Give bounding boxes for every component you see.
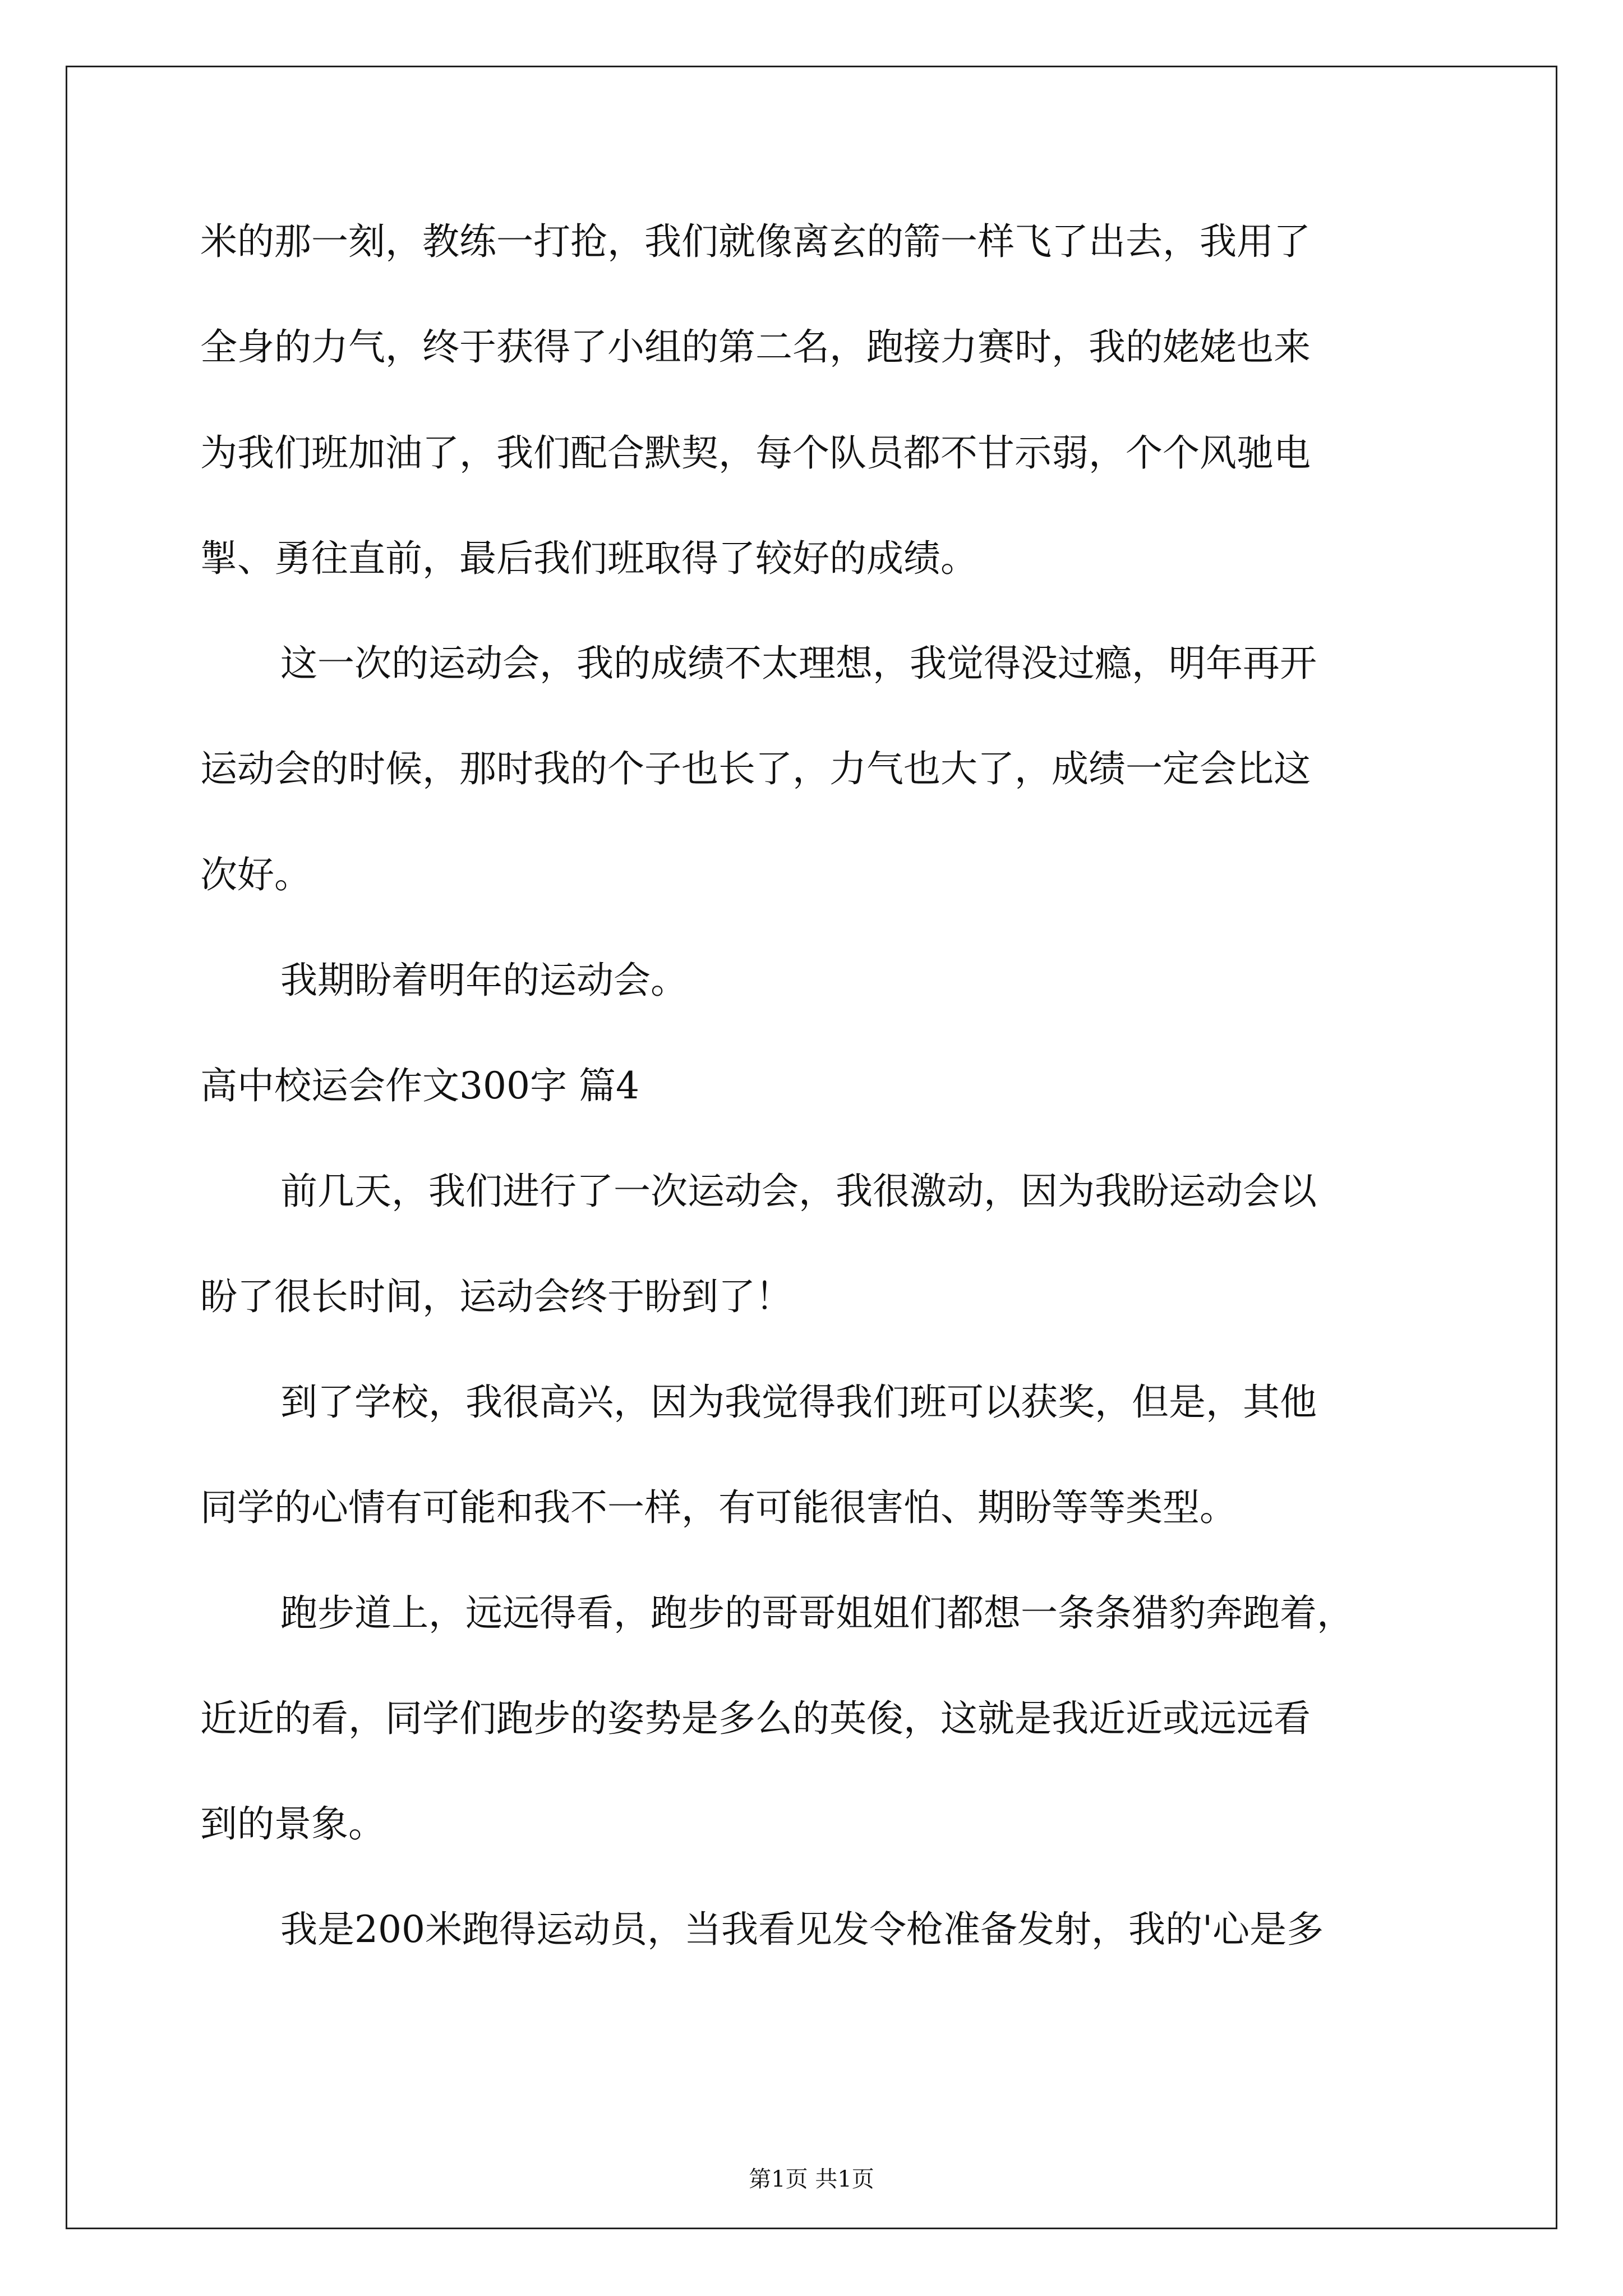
text-line-7: 次好。	[200, 853, 311, 896]
text-line-4: 掣、勇往直前，最后我们班取得了较好的成绩。	[200, 537, 978, 580]
page-footer: 第1页 共1页	[749, 2166, 874, 2192]
text-line-10: 前几天，我们进行了一次运动会，我很激动，因为我盼运动会以	[280, 1170, 1317, 1213]
text-line-8: 我期盼着明年的运动会。	[280, 959, 688, 1002]
page-border	[66, 66, 1557, 2229]
text-line-11: 盼了很长时间，运动会终于盼到了！	[200, 1275, 792, 1318]
text-line-2: 全身的力气，终于获得了小组的第二名，跑接力赛时，我的姥姥也来	[200, 325, 1311, 369]
text-line-6: 运动会的时候，那时我的个子也长了，力气也大了，成绩一定会比这	[200, 747, 1311, 790]
text-line-3: 为我们班加油了，我们配合默契，每个队员都不甘示弱，个个风驰电	[200, 431, 1311, 475]
text-line-16: 到的景象。	[200, 1802, 385, 1846]
text-line-17: 我是200米跑得运动员，当我看见发令枪准备发射，我的'心是多	[280, 1908, 1324, 1951]
text-line-12: 到了学校，我很高兴，因为我觉得我们班可以获奖，但是，其他	[280, 1381, 1317, 1424]
section-heading: 高中校运会作文300字 篇4	[200, 1064, 639, 1107]
text-line-13: 同学的心情有可能和我不一样，有可能很害怕、期盼等等类型。	[200, 1486, 1237, 1529]
text-line-1: 米的那一刻，教练一打抢，我们就像离玄的箭一样飞了出去，我用了	[200, 220, 1311, 263]
text-line-14: 跑步道上，远远得看，跑步的哥哥姐姐们都想一条条猎豹奔跑着，	[280, 1591, 1354, 1635]
text-line-5: 这一次的运动会，我的成绩不太理想，我觉得没过瘾，明年再开	[280, 642, 1317, 685]
text-line-15: 近近的看，同学们跑步的姿势是多么的英俊，这就是我近近或远远看	[200, 1697, 1311, 1740]
